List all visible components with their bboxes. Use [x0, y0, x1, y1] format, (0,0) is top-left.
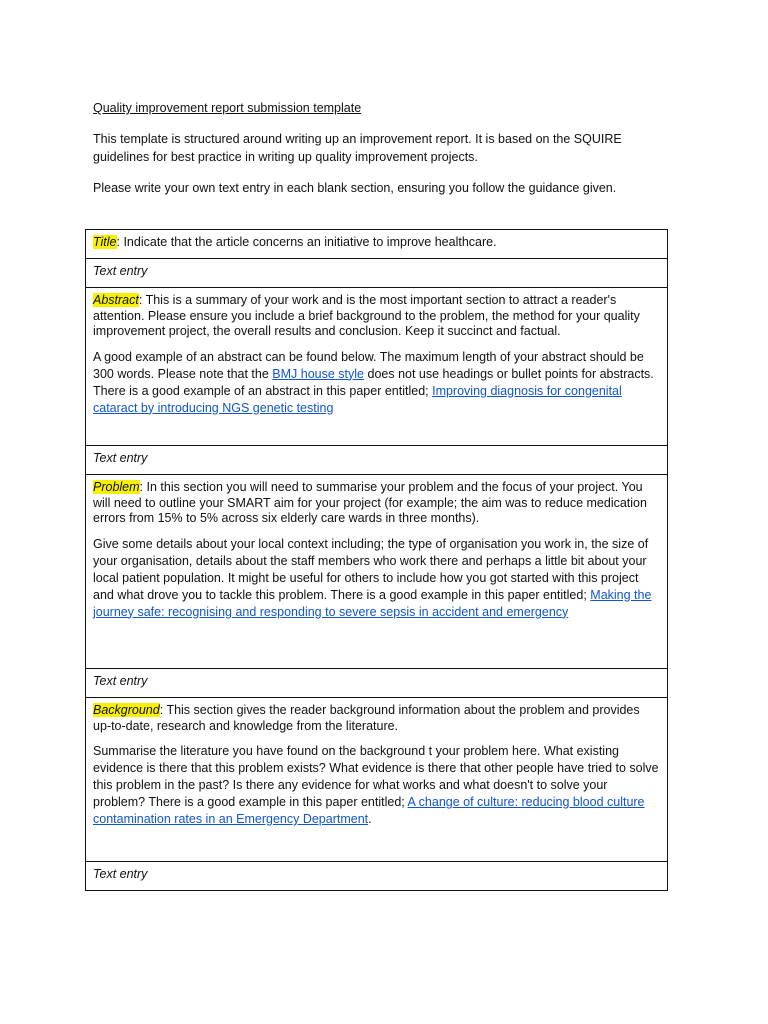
sepsis-paper-link[interactable]: Making the journey safe: recognising and responding to severe sepsis in accident and emergency [93, 587, 652, 619]
intro-paragraph-1: This template is structured around writing up an improvement report. It is based on the SQUIRE guidelines for best practice in writing up quality improvement projects. [93, 132, 622, 164]
title-guidance-cell [86, 230, 668, 259]
abstract-guidance-cell [86, 288, 668, 446]
background-entry-row [86, 862, 668, 891]
background-guidance-text: : This section gives the reader background information about the problem and provides up-to-date, research and knowledge from the literature. [93, 703, 640, 733]
abstract-p2-text-b: does not use headings or bullet points for abstracts. There is a good example of an abstract in this paper entitled; [93, 366, 654, 398]
abstract-guidance-row [86, 288, 668, 446]
problem-label: Problem [93, 480, 140, 494]
intro-paragraph-2: Please write your own text entry in each blank section, ensuring you follow the guidance given. [93, 181, 617, 195]
background-guidance-row [86, 698, 668, 862]
problem-guidance-p1 [93, 480, 660, 527]
abstract-guidance-text: : This is a summary of your work and is the most important section to attract a reader's attention. Please ensure you include a brief background to the problem, the method for your quality improvement project, the overall results and conclusion. Keep it succinct and factual. [93, 293, 640, 338]
abstract-guidance-p1 [93, 293, 660, 340]
abstract-entry-row [86, 446, 668, 475]
problem-p2-text: Give some details about your local context including; the type of organisation you work in, the size of your organisation, details about the staff members who work there and perhaps a little bit about your local patient population. It might be useful for others to include how you got started with this project and what drove you to tackle this problem. There is a good example in this paper entitled; [93, 536, 649, 602]
blood-culture-paper-link[interactable]: A change of culture: reducing blood culture contamination rates in an Emergency Department [93, 795, 645, 826]
background-guidance-p2 [93, 743, 660, 828]
problem-guidance-cell [86, 475, 668, 669]
title-entry-row [86, 259, 668, 288]
background-guidance-cell [86, 698, 668, 862]
problem-entry-row [86, 669, 668, 698]
abstract-guidance-p2 [93, 349, 660, 417]
title-guidance-text: : Indicate that the article concerns an initiative to improve healthcare. [116, 235, 497, 249]
background-guidance-p1 [93, 703, 660, 734]
title-guidance-row [86, 230, 668, 259]
background-text-entry[interactable]: Text entry [86, 862, 668, 891]
title-label: Title [93, 235, 117, 249]
problem-text-entry[interactable]: Text entry [86, 669, 668, 698]
background-label: Background [93, 703, 160, 717]
abstract-p2-text-a: A good example of an abstract can be found below. The maximum length of your abstract should be 300 words. Please note that the [93, 349, 644, 381]
abstract-text-entry[interactable]: Text entry [86, 446, 668, 475]
problem-guidance-row [86, 475, 668, 669]
title-text-entry[interactable]: Text entry [86, 259, 668, 288]
document-title: Quality improvement report submission template [93, 101, 362, 115]
problem-guidance-p2 [93, 536, 660, 621]
congenital-cataract-paper-link[interactable]: Improving diagnosis for congenital cataract by introducing NGS genetic testing [93, 383, 622, 415]
problem-guidance-text: : In this section you will need to summarise your problem and the focus of your project. You will need to outline your SMART aim for your project (for example; the aim was to reduce medication errors from 15% to 5% across six elderly care wards in three months). [93, 480, 647, 525]
submission-table [85, 229, 668, 891]
background-p2-end: . [368, 812, 372, 826]
abstract-label: Abstract [93, 293, 139, 307]
background-p2-text: Summarise the literature you have found on the background t your problem here. What existing evidence is there that this problem exists? What evidence is there that other people have tried to solve this problem in the past? Is there any evidence for what works and what doesn't to solve your problem? There is a good example in this paper entitled; [93, 744, 659, 809]
bmj-house-style-link[interactable]: BMJ house style [272, 366, 365, 381]
